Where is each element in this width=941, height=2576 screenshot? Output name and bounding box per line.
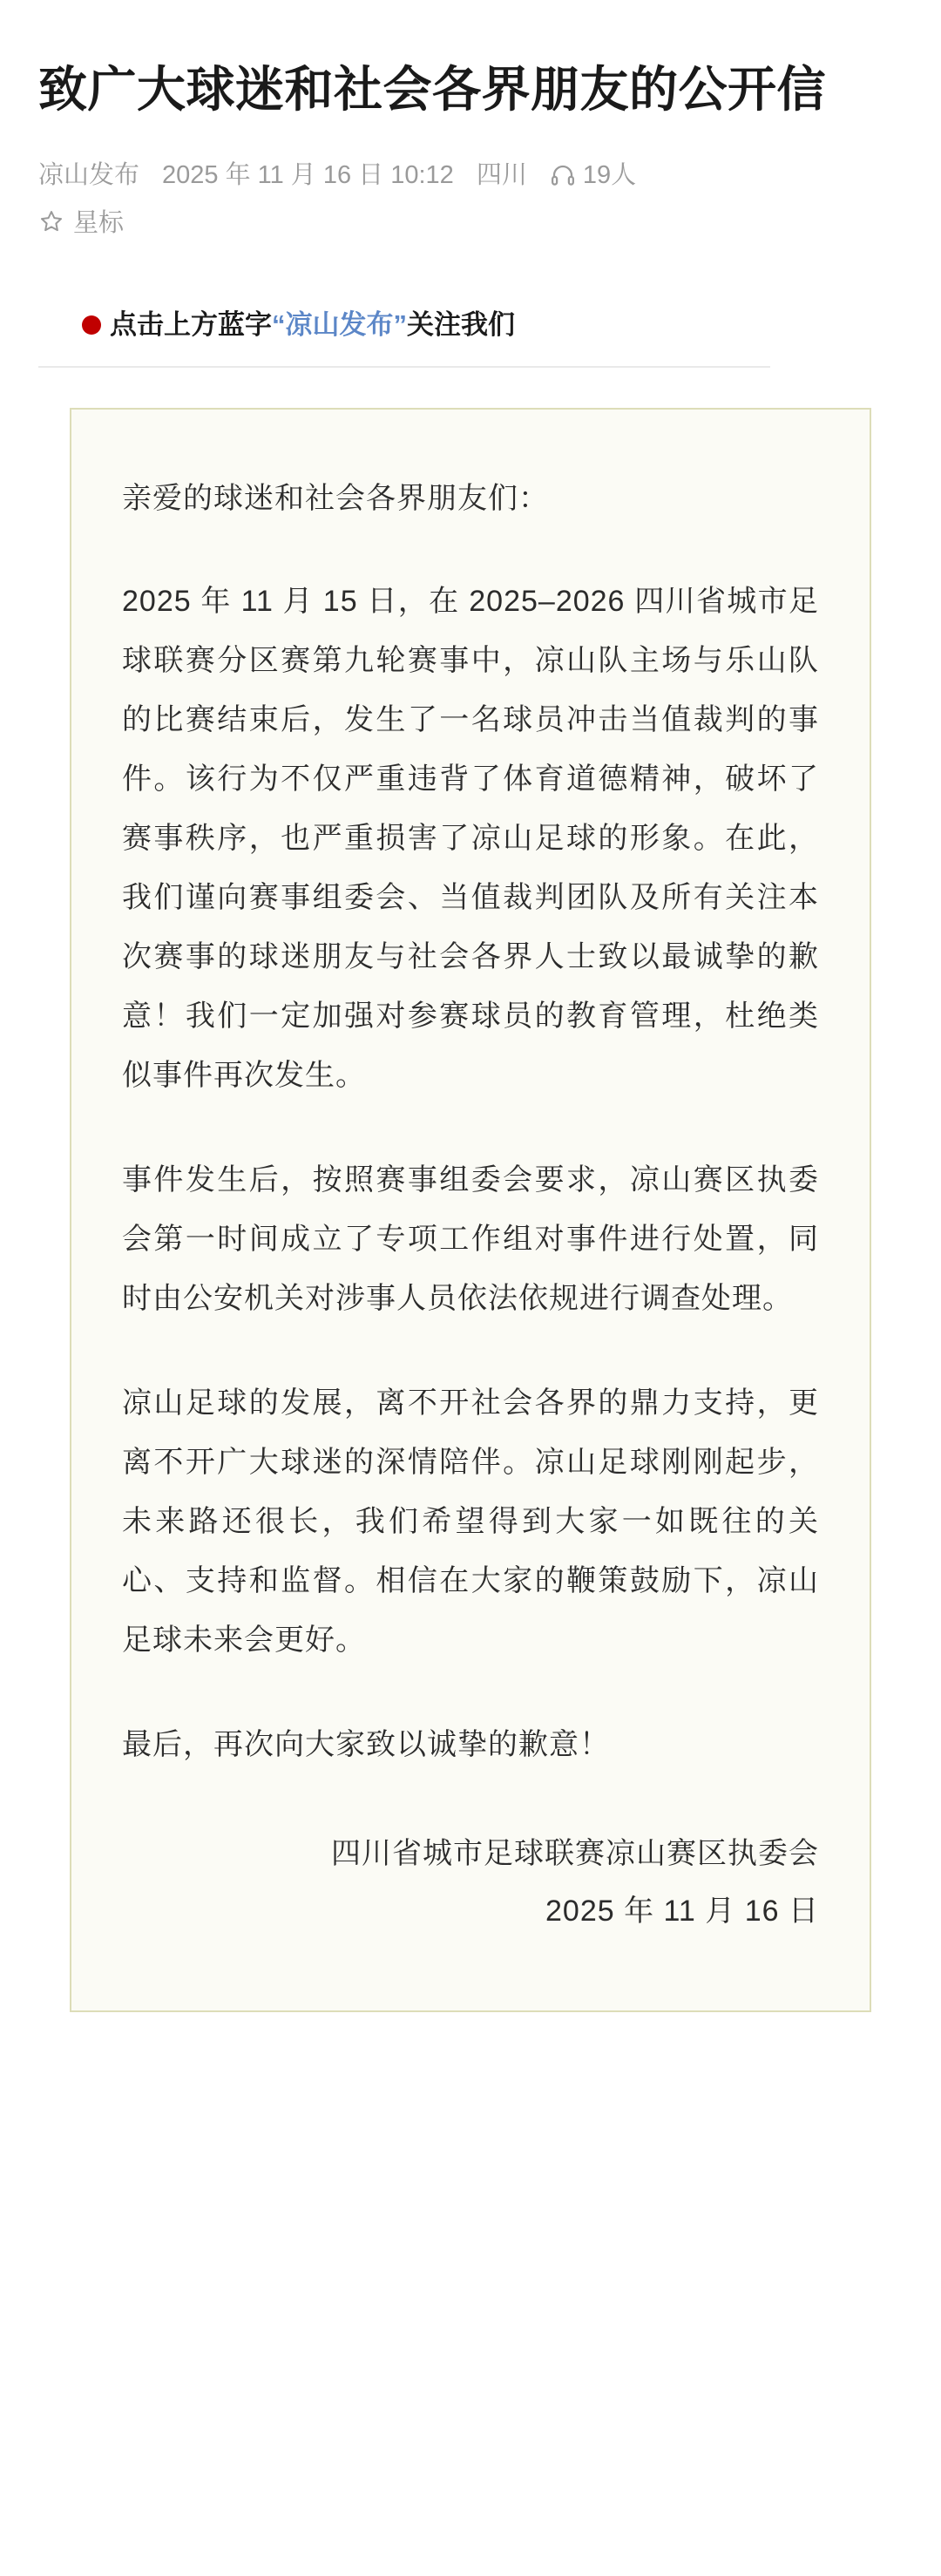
star-label: 星标 <box>73 209 125 237</box>
page-title: 致广大球迷和社会各界朋友的公开信 <box>38 62 826 117</box>
letter-paragraph: 凉山足球的发展，离不开社会各界的鼎力支持，更离不开广大球迷的深情陪伴。凉山足球刚刚起步，未来路还很长，我们希望得到大家一如既往的关心、支持和监督。相信在大家的鞭策鼓励下，凉山足球未来会更好。 <box>122 1386 819 1657</box>
letter-greeting: 亲爱的球迷和社会各界朋友们： <box>122 481 549 515</box>
follow-banner[interactable] <box>38 303 770 368</box>
letter-paragraph: 最后，再次向大家致以诚挚的歉意！ <box>122 1728 610 1762</box>
star-icon <box>38 208 64 234</box>
letter-paragraph: 2025 年 11 月 15 日，在 2025–2026 四川省城市足球联赛分区赛第九轮赛事中，凉山队主场与乐山队的比赛结束后，发生了一名球员冲击当值裁判的事件。该行为不仅严重违背了体育道德精神，破坏了赛事秩序，也严重损害了凉山足球的形象。在此，我们谨向赛事组委会、当值裁判团队及所有关注本次赛事的球迷朋友与社会各界人士致以最诚挚的歉意！我们一定加强对参赛球员的教育管理，杜绝类似事件再次发生。 <box>122 585 819 1093</box>
signature-organization: 四川省城市足球联赛凉山赛区执委会 <box>331 1837 819 1871</box>
red-dot-icon <box>82 315 101 335</box>
headphone-icon <box>550 162 576 188</box>
meta-account-name[interactable]: 凉山发布 <box>38 160 140 189</box>
article-meta <box>38 152 903 200</box>
meta-datetime: 2025 年 11 月 16 日 10:12 <box>162 160 454 189</box>
meta-location: 四川 <box>476 160 527 189</box>
listen-count-label: 19人 <box>582 160 637 189</box>
letter-card <box>70 408 871 2012</box>
follow-banner-highlight[interactable]: “凉山发布” <box>272 309 407 340</box>
letter-paragraph: 事件发生后，按照赛事组委会要求，凉山赛区执委会第一时间成立了专项工作组对事件进行处置，同时由公安机关对涉事人员依法依规进行调查处理。 <box>122 1163 819 1316</box>
listen-count-group[interactable] <box>550 152 636 200</box>
star-row[interactable] <box>38 203 903 239</box>
follow-banner-prefix: 点击上方蓝字 <box>110 309 272 340</box>
letter-signature <box>122 1825 819 1941</box>
signature-date: 2025 年 11 月 16 日 <box>545 1895 819 1929</box>
follow-banner-suffix: 关注我们 <box>407 309 515 340</box>
